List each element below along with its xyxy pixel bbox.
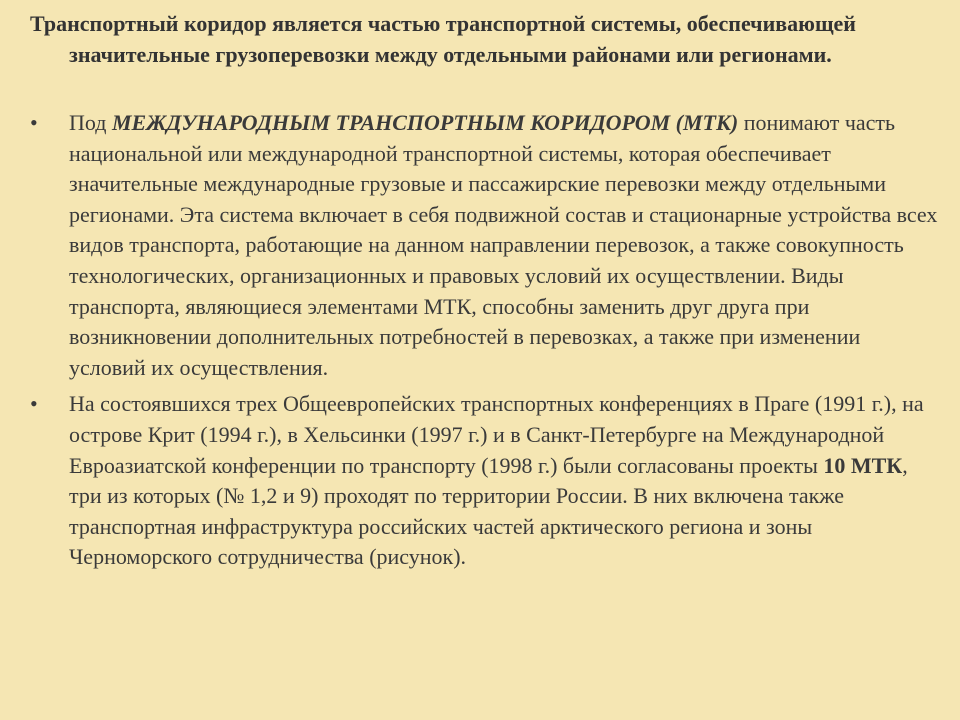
list-item-mtk-definition: [30, 108, 942, 383]
item-text-before: На состоявшихся трех Общеевропейских транспортных конференциях в Праге (1991 г.), на острове Крит (1994 г.), в Хельсинки (1997 г.) и в Санкт-Петербурге на Международной Евроазиатской конференции по транспорту (1998 г.) были согласованы проекты: [69, 391, 924, 478]
slide-heading: Транспортный коридор является частью транспортной системы, обеспечивающей значительные грузоперевозки между отдельными районами или регионами.: [30, 11, 856, 67]
item-emphasis-mtk: МЕЖДУНАРОДНЫМ ТРАНСПОРТНЫМ КОРИДОРОМ (МТК): [111, 110, 739, 135]
item-text-after: , три из которых (№ 1,2 и 9) проходят по территории России. В них включена также транспортная инфраструктура российских частей арктического региона и зоны Черноморского сотрудничества (рисунок).: [69, 452, 908, 570]
bullet-icon: •: [30, 110, 38, 135]
list-item-conferences: [30, 389, 942, 573]
item-emphasis-10-mtk: 10 МТК: [823, 452, 903, 478]
bullet-list: [30, 108, 942, 579]
item-prefix: Под: [69, 110, 112, 135]
item-text: понимают часть национальной или международной транспортной системы, которая обеспечивает значительные международные грузовые и пассажирские перевозки между отдельными регионами. Эта система включает в себя подвижной состав и стационарные устройства всех видов транспорта, работающие на данном направлении перевозок, а также совокупность технологических, организационных и правовых условий их осуществлении. Виды транспорта, являющиеся элементами МТК, способны заменить друг друга при возникновении дополнительных потребностей в перевозках, а также при изменении условий их осуществления.: [69, 110, 938, 380]
bullet-icon: •: [30, 391, 38, 417]
